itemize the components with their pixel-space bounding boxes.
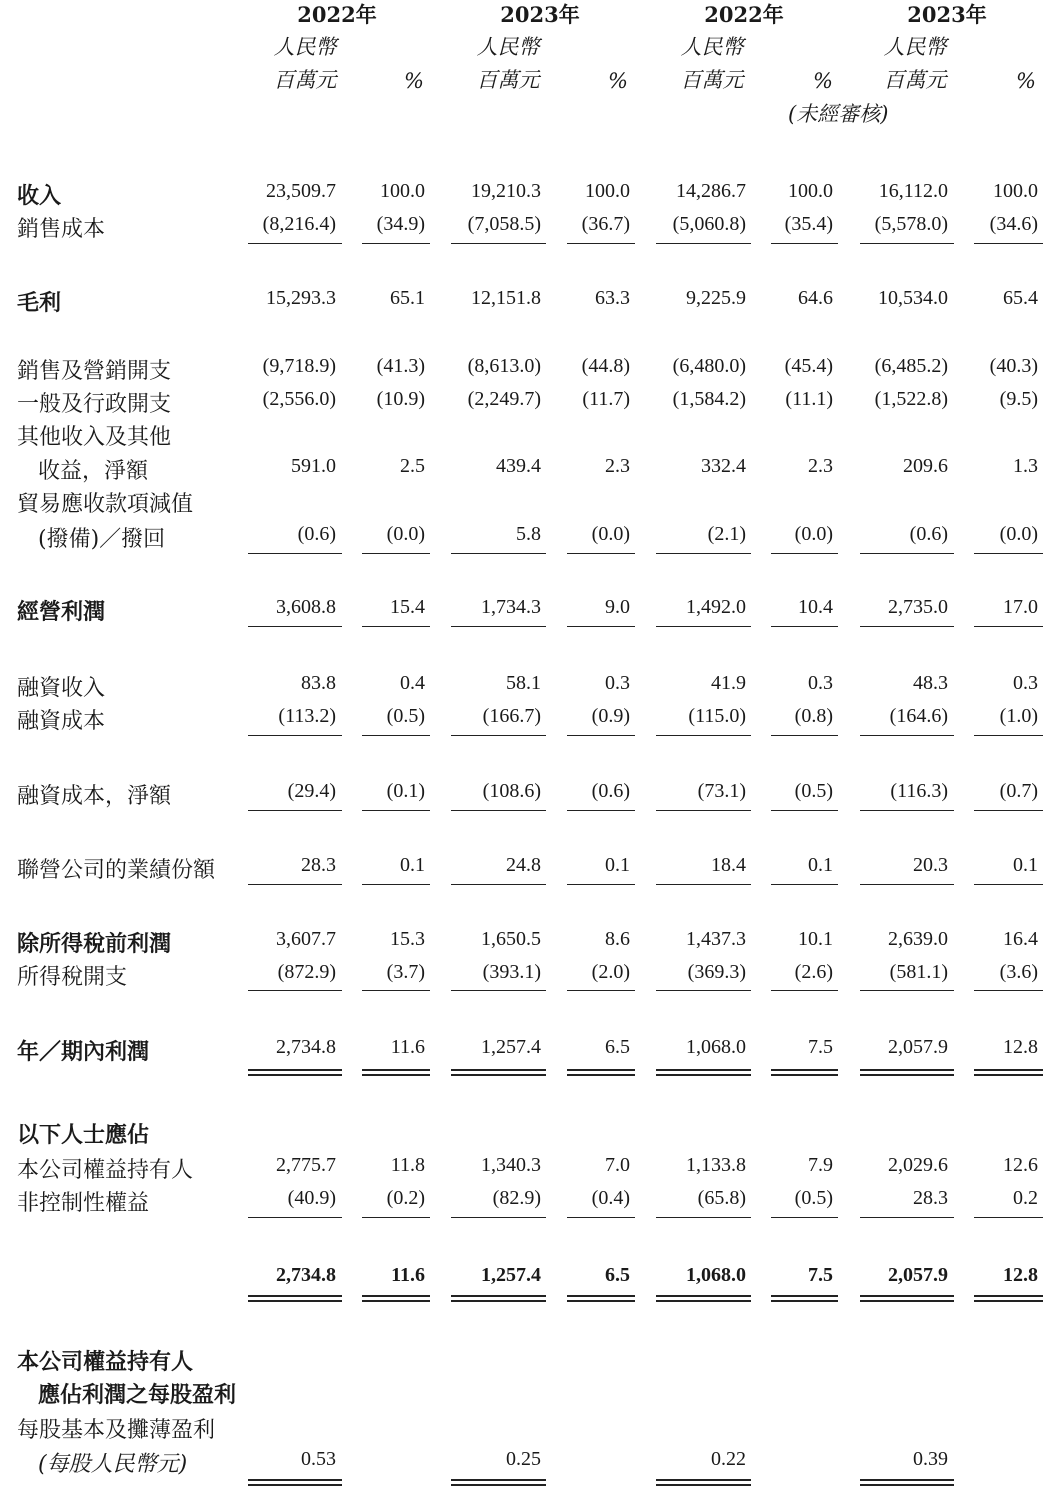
amount-cell: (2,249.7) [467, 388, 541, 410]
amount-cell: 3,607.7 [276, 928, 336, 950]
amount-cell: (73.1) [697, 780, 746, 802]
underline-rule [771, 243, 838, 244]
amount-cell: 24.8 [506, 854, 541, 876]
underline-rule [860, 1217, 954, 1218]
amount-cell: 209.6 [903, 455, 948, 477]
percent-cell: 1.3 [1013, 455, 1038, 477]
amount-cell: (8,216.4) [262, 213, 336, 235]
header-currency: 人民幣 [273, 35, 337, 59]
amount-cell: (8,613.0) [467, 355, 541, 377]
underline-rule [248, 735, 342, 736]
amount-cell: (164.6) [889, 705, 948, 727]
percent-cell: 100.0 [380, 180, 425, 202]
underline-rule [771, 1217, 838, 1218]
amount-cell: 41.9 [711, 672, 746, 694]
percent-cell: 15.4 [390, 596, 425, 618]
percent-cell: 0.3 [605, 672, 630, 694]
header-percent: % [608, 69, 628, 93]
amount-cell: 16,112.0 [878, 180, 948, 202]
amount-cell: (7,058.5) [467, 213, 541, 235]
percent-cell: (11.1) [785, 388, 833, 410]
underline-rule [362, 990, 430, 991]
underline-rule [451, 735, 546, 736]
underline-rule [771, 553, 838, 554]
percent-cell: (35.4) [784, 213, 833, 235]
underline-rule [860, 553, 954, 554]
amount-cell: 1,340.3 [481, 1154, 541, 1176]
percent-cell: 65.4 [1003, 287, 1038, 309]
percent-cell: 10.1 [798, 928, 833, 950]
underline-rule [860, 810, 954, 811]
underline-rule [656, 884, 751, 885]
underline-rule [567, 626, 635, 627]
amount-cell: 2,775.7 [276, 1154, 336, 1176]
percent-cell: (0.0) [999, 523, 1038, 545]
double-underline-rule [974, 1069, 1043, 1076]
amount-cell: 28.3 [301, 854, 336, 876]
underline-rule [860, 626, 954, 627]
double-underline-rule [451, 1069, 546, 1076]
double-underline-rule [248, 1069, 342, 1076]
double-underline-rule [451, 1295, 546, 1302]
percent-cell: 7.5 [808, 1264, 833, 1286]
double-underline-rule [974, 1295, 1043, 1302]
amount-cell: 2,734.8 [276, 1036, 336, 1058]
header-currency: 人民幣 [476, 35, 540, 59]
row-label: (撥備)／撥回 [38, 527, 166, 552]
amount-cell: 28.3 [913, 1187, 948, 1209]
amount-cell: 0.25 [506, 1448, 541, 1470]
amount-cell: 1,257.4 [481, 1264, 541, 1286]
amount-cell: 19,210.3 [471, 180, 541, 202]
percent-cell: 0.1 [605, 854, 630, 876]
amount-cell: (116.3) [890, 780, 948, 802]
percent-cell: (41.3) [376, 355, 425, 377]
amount-cell: 9,225.9 [686, 287, 746, 309]
amount-cell: 3,608.8 [276, 596, 336, 618]
percent-cell: 0.1 [400, 854, 425, 876]
underline-rule [248, 810, 342, 811]
percent-cell: (0.5) [794, 1187, 833, 1209]
percent-cell: 0.1 [808, 854, 833, 876]
header-year: 2022年 [704, 2, 784, 27]
underline-rule [974, 626, 1043, 627]
percent-cell: 7.5 [808, 1036, 833, 1058]
underline-rule [771, 884, 838, 885]
underline-rule [362, 243, 430, 244]
percent-cell: 10.4 [798, 596, 833, 618]
header-unit: 百萬元 [883, 68, 947, 92]
row-label: 毛利 [17, 290, 62, 316]
amount-cell: (872.9) [277, 961, 336, 983]
amount-cell: 1,650.5 [481, 928, 541, 950]
amount-cell: 83.8 [301, 672, 336, 694]
amount-cell: 1,437.3 [686, 928, 746, 950]
underline-rule [656, 553, 751, 554]
row-label: (每股人民幣元) [38, 1452, 188, 1477]
percent-cell: (0.5) [386, 705, 425, 727]
amount-cell: 439.4 [496, 455, 541, 477]
row-label: 應佔利潤之每股盈利 [38, 1382, 237, 1408]
underline-rule [860, 990, 954, 991]
amount-cell: (369.3) [687, 961, 746, 983]
underline-rule [771, 626, 838, 627]
underline-rule [451, 810, 546, 811]
underline-rule [362, 810, 430, 811]
amount-cell: (6,480.0) [672, 355, 746, 377]
underline-rule [771, 735, 838, 736]
double-underline-rule [656, 1295, 751, 1302]
underline-rule [974, 1217, 1043, 1218]
amount-cell: (393.1) [482, 961, 541, 983]
amount-cell: (6,485.2) [874, 355, 948, 377]
row-label: 其他收入及其他 [17, 425, 172, 450]
percent-cell: 15.3 [390, 928, 425, 950]
amount-cell: 14,286.7 [676, 180, 746, 202]
double-underline-rule [860, 1069, 954, 1076]
percent-cell: 11.6 [391, 1264, 425, 1286]
percent-cell: 65.1 [390, 287, 425, 309]
amount-cell: (82.9) [492, 1187, 541, 1209]
underline-rule [248, 1217, 342, 1218]
row-label: 本公司權益持有人 [17, 1158, 194, 1183]
amount-cell: 23,509.7 [266, 180, 336, 202]
percent-cell: (0.0) [386, 523, 425, 545]
underline-rule [771, 810, 838, 811]
header-year: 2022年 [297, 2, 377, 27]
underline-rule [567, 990, 635, 991]
amount-cell: 332.4 [701, 455, 746, 477]
amount-cell: (581.1) [889, 961, 948, 983]
double-underline-rule [860, 1295, 954, 1302]
underline-rule [248, 243, 342, 244]
amount-cell: (2,556.0) [262, 388, 336, 410]
underline-rule [656, 990, 751, 991]
row-label: 經營利潤 [17, 599, 106, 625]
amount-cell: 2,057.9 [888, 1036, 948, 1058]
double-underline-rule [362, 1295, 430, 1302]
amount-cell: 20.3 [913, 854, 948, 876]
underline-rule [656, 1217, 751, 1218]
percent-cell: (2.6) [794, 961, 833, 983]
underline-rule [451, 626, 546, 627]
double-underline-rule [362, 1069, 430, 1076]
underline-rule [248, 884, 342, 885]
amount-cell: 48.3 [913, 672, 948, 694]
row-label: 非控制性權益 [17, 1191, 150, 1216]
underline-rule [567, 810, 635, 811]
underline-rule [656, 735, 751, 736]
underline-rule [974, 735, 1043, 736]
percent-cell: (34.9) [376, 213, 425, 235]
double-underline-rule [771, 1069, 838, 1076]
percent-cell: 8.6 [605, 928, 630, 950]
double-underline-rule [451, 1479, 546, 1486]
percent-cell: 100.0 [788, 180, 833, 202]
percent-cell: (44.8) [581, 355, 630, 377]
row-label: 年／期內利潤 [17, 1039, 150, 1065]
amount-cell: (115.0) [688, 705, 746, 727]
unaudited-note: (未經審核) [788, 102, 889, 126]
amount-cell: 1,133.8 [686, 1154, 746, 1176]
amount-cell: 12,151.8 [471, 287, 541, 309]
percent-cell: (36.7) [581, 213, 630, 235]
percent-cell: (45.4) [784, 355, 833, 377]
percent-cell: 12.6 [1003, 1154, 1038, 1176]
underline-rule [362, 1217, 430, 1218]
percent-cell: 0.1 [1013, 854, 1038, 876]
percent-cell: 7.0 [605, 1154, 630, 1176]
underline-rule [656, 810, 751, 811]
underline-rule [451, 884, 546, 885]
header-unit: 百萬元 [273, 68, 337, 92]
amount-cell: (108.6) [482, 780, 541, 802]
underline-rule [771, 990, 838, 991]
percent-cell: 16.4 [1003, 928, 1038, 950]
underline-rule [362, 735, 430, 736]
underline-rule [248, 553, 342, 554]
underline-rule [451, 990, 546, 991]
header-percent: % [813, 69, 833, 93]
header-currency: 人民幣 [883, 35, 947, 59]
amount-cell: (1,522.8) [874, 388, 948, 410]
underline-rule [974, 810, 1043, 811]
amount-cell: (65.8) [697, 1187, 746, 1209]
percent-cell: 6.5 [605, 1264, 630, 1286]
amount-cell: 1,492.0 [686, 596, 746, 618]
amount-cell: 15,293.3 [266, 287, 336, 309]
double-underline-rule [656, 1069, 751, 1076]
percent-cell: 11.8 [390, 1154, 425, 1176]
row-label: 每股基本及攤薄盈利 [17, 1418, 216, 1443]
percent-cell: 2.3 [605, 455, 630, 477]
percent-cell: (0.8) [794, 705, 833, 727]
amount-cell: (5,060.8) [672, 213, 746, 235]
header-unit: 百萬元 [680, 68, 744, 92]
amount-cell: 10,534.0 [878, 287, 948, 309]
percent-cell: (0.1) [386, 780, 425, 802]
percent-cell: 63.3 [595, 287, 630, 309]
percent-cell: (0.0) [794, 523, 833, 545]
percent-cell: 12.8 [1003, 1036, 1038, 1058]
amount-cell: 0.39 [913, 1448, 948, 1470]
underline-rule [567, 243, 635, 244]
amount-cell: (166.7) [482, 705, 541, 727]
underline-rule [974, 553, 1043, 554]
amount-cell: 18.4 [711, 854, 746, 876]
row-label: 融資成本，淨額 [17, 784, 172, 809]
amount-cell: (2.1) [707, 523, 746, 545]
amount-cell: 2,735.0 [888, 596, 948, 618]
percent-cell: (9.5) [999, 388, 1038, 410]
row-label: 銷售成本 [17, 217, 106, 242]
row-label: 聯營公司的業績份額 [17, 858, 216, 883]
percent-cell: 2.3 [808, 455, 833, 477]
row-label: 除所得稅前利潤 [17, 931, 172, 957]
percent-cell: 0.3 [1013, 672, 1038, 694]
underline-rule [656, 243, 751, 244]
percent-cell: (0.4) [591, 1187, 630, 1209]
double-underline-rule [656, 1479, 751, 1486]
amount-cell: (9,718.9) [262, 355, 336, 377]
amount-cell: (0.6) [297, 523, 336, 545]
row-label: 融資成本 [17, 709, 106, 734]
double-underline-rule [567, 1295, 635, 1302]
amount-cell: 2,029.6 [888, 1154, 948, 1176]
underline-rule [248, 626, 342, 627]
underline-rule [451, 1217, 546, 1218]
underline-rule [362, 626, 430, 627]
amount-cell: (29.4) [287, 780, 336, 802]
amount-cell: 1,068.0 [686, 1036, 746, 1058]
underline-rule [974, 884, 1043, 885]
row-label: 以下人士應佔 [17, 1122, 150, 1148]
percent-cell: 0.4 [400, 672, 425, 694]
double-underline-rule [248, 1479, 342, 1486]
underline-rule [567, 884, 635, 885]
percent-cell: (0.7) [999, 780, 1038, 802]
percent-cell: 64.6 [798, 287, 833, 309]
amount-cell: (0.6) [909, 523, 948, 545]
header-year: 2023年 [500, 2, 580, 27]
amount-cell: 58.1 [506, 672, 541, 694]
percent-cell: (0.0) [591, 523, 630, 545]
amount-cell: (1,584.2) [672, 388, 746, 410]
row-label: 所得稅開支 [17, 965, 128, 990]
double-underline-rule [567, 1069, 635, 1076]
header-currency: 人民幣 [680, 35, 744, 59]
underline-rule [567, 735, 635, 736]
underline-rule [567, 1217, 635, 1218]
underline-rule [974, 990, 1043, 991]
underline-rule [860, 735, 954, 736]
header-unit: 百萬元 [476, 68, 540, 92]
percent-cell: 0.2 [1013, 1187, 1038, 1209]
amount-cell: (40.9) [287, 1187, 336, 1209]
amount-cell: (113.2) [278, 705, 336, 727]
percent-cell: (0.6) [591, 780, 630, 802]
percent-cell: (10.9) [376, 388, 425, 410]
percent-cell: (34.6) [989, 213, 1038, 235]
underline-rule [362, 553, 430, 554]
header-percent: % [1016, 69, 1036, 93]
percent-cell: (0.2) [386, 1187, 425, 1209]
header-year: 2023年 [907, 2, 987, 27]
row-label: 融資收入 [17, 676, 106, 701]
percent-cell: 0.3 [808, 672, 833, 694]
amount-cell: 2,734.8 [276, 1264, 336, 1286]
percent-cell: (2.0) [591, 961, 630, 983]
double-underline-rule [248, 1295, 342, 1302]
percent-cell: (11.7) [582, 388, 630, 410]
percent-cell: 7.9 [808, 1154, 833, 1176]
amount-cell: 0.22 [711, 1448, 746, 1470]
amount-cell: 5.8 [516, 523, 541, 545]
amount-cell: 1,734.3 [481, 596, 541, 618]
percent-cell: 2.5 [400, 455, 425, 477]
row-label: 銷售及營銷開支 [17, 359, 172, 384]
underline-rule [362, 884, 430, 885]
row-label: 收益，淨額 [38, 459, 149, 484]
percent-cell: 17.0 [1003, 596, 1038, 618]
amount-cell: 1,068.0 [686, 1264, 746, 1286]
amount-cell: 2,639.0 [888, 928, 948, 950]
underline-rule [451, 553, 546, 554]
row-label: 收入 [17, 183, 62, 209]
percent-cell: (3.6) [999, 961, 1038, 983]
percent-cell: 11.6 [390, 1036, 425, 1058]
percent-cell: (0.9) [591, 705, 630, 727]
underline-rule [248, 990, 342, 991]
percent-cell: 100.0 [993, 180, 1038, 202]
percent-cell: 9.0 [605, 596, 630, 618]
underline-rule [451, 243, 546, 244]
amount-cell: 1,257.4 [481, 1036, 541, 1058]
underline-rule [974, 243, 1043, 244]
amount-cell: 591.0 [291, 455, 336, 477]
amount-cell: 0.53 [301, 1448, 336, 1470]
row-label: 一般及行政開支 [17, 392, 172, 417]
row-label: 本公司權益持有人 [17, 1349, 194, 1375]
percent-cell: 100.0 [585, 180, 630, 202]
header-percent: % [404, 69, 424, 93]
underline-rule [860, 243, 954, 244]
double-underline-rule [771, 1295, 838, 1302]
percent-cell: (1.0) [999, 705, 1038, 727]
percent-cell: (3.7) [386, 961, 425, 983]
amount-cell: 2,057.9 [888, 1264, 948, 1286]
row-label: 貿易應收款項減值 [17, 492, 194, 517]
amount-cell: (5,578.0) [874, 213, 948, 235]
underline-rule [567, 553, 635, 554]
underline-rule [656, 626, 751, 627]
underline-rule [860, 884, 954, 885]
percent-cell: 12.8 [1003, 1264, 1038, 1286]
percent-cell: 6.5 [605, 1036, 630, 1058]
percent-cell: (40.3) [989, 355, 1038, 377]
percent-cell: (0.5) [794, 780, 833, 802]
double-underline-rule [860, 1479, 954, 1486]
